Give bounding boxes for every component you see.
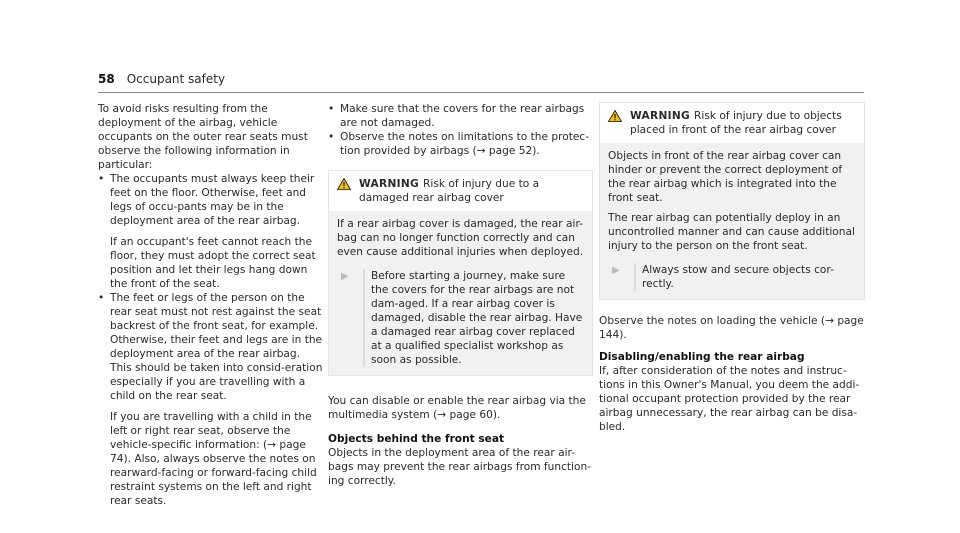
- warning-text: If a rear airbag cover is damaged, the rear air-bag can no longer function correctly and can even cause additional injuries when deployed.: [337, 218, 584, 258]
- instruction-step: [608, 263, 856, 291]
- warning-label: WARNING: [630, 110, 691, 122]
- warning-header: [329, 171, 592, 211]
- bullet-list: [98, 172, 323, 508]
- warning-heading-text: Risk of injury due to objects placed in front of the rear airbag cover: [630, 110, 842, 136]
- page-reference[interactable]: page 52).: [485, 145, 540, 157]
- warning-heading: [630, 109, 858, 137]
- bullet-text: If an occupant's feet cannot reach the floor, they must adopt the correct seat position and let their legs hang down the front of the seat.: [110, 236, 316, 290]
- subheading: Disabling/enabling the rear airbag: [599, 351, 805, 363]
- bullet-list: [328, 102, 593, 158]
- section-title: Occupant safety: [126, 72, 226, 86]
- page-reference[interactable]: page 60).: [446, 409, 501, 421]
- warning-body: [600, 143, 864, 299]
- paragraph: [599, 314, 865, 342]
- subheading: Objects behind the front seat: [328, 433, 505, 445]
- instruction-text: Always stow and secure objects cor-rectly.: [634, 263, 856, 291]
- warning-box: [328, 170, 593, 376]
- page-header: [98, 72, 225, 86]
- bullet-text: Observe the notes on limitations to the protec-tion provided by airbags (: [340, 131, 590, 157]
- warning-text: The rear airbag can potentially deploy in an uncontrolled manner and can cause additional injury to the person on the front seat.: [608, 212, 855, 252]
- instruction-text: Before starting a journey, make sure the covers for the rear airbags are not dam-aged. If a rear airbag cover is damaged, disable the rear airbag. Have a damaged rear airbag cover replaced at a qualified specialist workshop as soon as possible.: [363, 269, 584, 367]
- page-number: 58: [98, 72, 115, 86]
- text-span: You can disable or enable the rear airbag via the multimedia system (: [328, 395, 586, 421]
- paragraph: [328, 394, 593, 422]
- warning-body: [329, 211, 592, 375]
- text-span: Observe the notes on loading the vehicle (: [599, 315, 826, 327]
- column-left: [98, 102, 323, 508]
- warning-triangle-icon: [329, 177, 359, 205]
- intro-paragraph: To avoid risks resulting from the deployment of the airbag, vehicle occupants on the outer rear seats must observe the following information in particular:: [98, 103, 308, 171]
- list-item: [328, 130, 593, 158]
- text-span: If you are travelling with a child in the left or right rear seat, observe the vehicle-specific information: (: [110, 411, 312, 451]
- warning-header: [600, 103, 864, 143]
- instruction-step: [337, 269, 584, 367]
- play-arrow-icon: ▶: [612, 265, 620, 276]
- list-item: [328, 102, 593, 130]
- paragraph: Objects in the deployment area of the rear air-bags may prevent the rear airbags from function-ing correctly.: [328, 447, 592, 487]
- page-reference[interactable]: page 144).: [599, 315, 864, 341]
- bullet-text: Make sure that the covers for the rear airbags are not damaged.: [340, 103, 585, 129]
- column-middle: [328, 102, 593, 488]
- warning-heading-text: Risk of injury due to a damaged rear airbag cover: [359, 178, 540, 204]
- page-ref-arrow-icon: →: [437, 409, 447, 421]
- page-ref-arrow-icon: →: [825, 315, 834, 327]
- list-item: [98, 291, 323, 508]
- warning-heading: [359, 177, 586, 205]
- warning-label: WARNING: [359, 178, 420, 190]
- warning-triangle-icon: [600, 109, 630, 137]
- page-reference[interactable]: page 74). Also, always observe the notes on rearward-facing or forward-facing child restraint systems on the left and right rear seats.: [110, 439, 317, 507]
- page-ref-arrow-icon: →: [267, 439, 277, 451]
- header-divider: [98, 92, 864, 93]
- warning-box: [599, 102, 865, 300]
- bullet-text: [110, 410, 323, 508]
- list-item: [98, 172, 323, 291]
- bullet-text: • The occupants must always keep their feet on the floor. Otherwise, feet and legs of occu-pants may be in the deployment area of the rear airbag.: [110, 173, 315, 227]
- bullet-text: • The feet or legs of the person on the rear seat must not rest against the seat backrest of the front seat, for example. Otherwise, their feet and legs are in the deployment area of the rear airbag. This should be taken into consid-eration especially if you are travelling with a child on the rear seat.: [110, 292, 323, 402]
- page-ref-arrow-icon: →: [476, 145, 486, 157]
- column-right: [599, 102, 865, 434]
- paragraph: If, after consideration of the notes and instruc-tions in this Owner's Manual, you deem the addi-tional occupant protection provided by the rear airbag unnecessary, the rear airbag can be disa-bled.: [599, 365, 860, 433]
- play-arrow-icon: ▶: [341, 271, 349, 282]
- warning-text: Objects in front of the rear airbag cover can hinder or prevent the correct deployment of the rear airbag which is integrated into the front seat.: [608, 150, 843, 204]
